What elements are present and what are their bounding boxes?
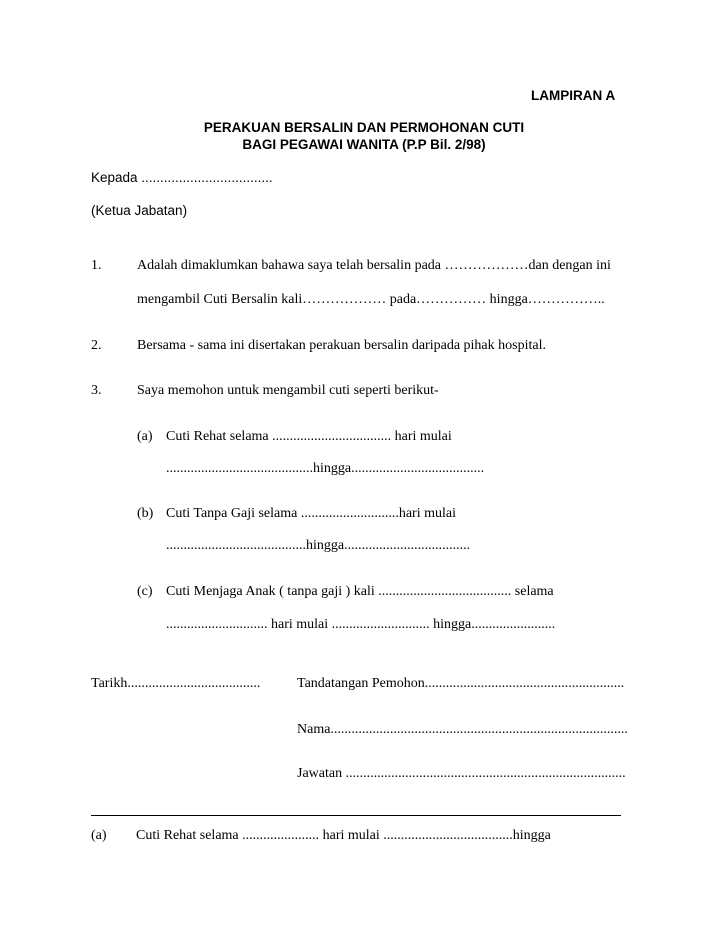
item-1-number: 1. xyxy=(91,258,102,273)
footer-text: Cuti Rehat selama ...................... hari mulai .....................................hingga xyxy=(136,828,551,843)
name-field: Nama..................................................................................... xyxy=(297,722,628,737)
addressee-to: Kepada ................................... xyxy=(91,170,273,185)
subitem-b-line1: Cuti Tanpa Gaji selama ............................hari mulai xyxy=(166,506,456,521)
attachment-label: LAMPIRAN A xyxy=(531,88,616,103)
subitem-c-line2: ............................. hari mulai ............................ hingga........................ xyxy=(166,617,556,632)
item-1-line1: Adalah dimaklumkan bahawa saya telah bersalin pada ………………dan dengan ini xyxy=(137,258,611,273)
subitem-b-line2: ........................................hingga.................................... xyxy=(166,538,471,553)
form-title-line2: BAGI PEGAWAI WANITA (P.P Bil. 2/98) xyxy=(242,137,486,152)
subitem-a-line1: Cuti Rehat selama .................................. hari mulai xyxy=(166,429,452,444)
item-2-line1: Bersama - sama ini disertakan perakuan bersalin daripada pihak hospital. xyxy=(137,338,546,353)
addressee-role: (Ketua Jabatan) xyxy=(91,203,188,218)
subitem-c-label: (c) xyxy=(137,584,153,599)
item-3-number: 3. xyxy=(91,383,102,398)
item-1-line2: mengambil Cuti Bersalin kali……………… pada…………… hingga…………….. xyxy=(137,292,605,307)
form-title-line1: PERAKUAN BERSALIN DAN PERMOHONAN CUTI xyxy=(203,120,525,135)
item-2-number: 2. xyxy=(91,338,102,353)
subitem-a-label: (a) xyxy=(137,429,153,444)
section-divider xyxy=(91,815,621,816)
item-3-line1: Saya memohon untuk mengambil cuti seperti berikut- xyxy=(137,383,439,398)
subitem-a-line2: ..........................................hingga...................................... xyxy=(166,461,485,476)
footer-label: (a) xyxy=(91,828,107,843)
date-field: Tarikh...................................... xyxy=(91,676,261,691)
subitem-b-label: (b) xyxy=(137,506,154,521)
subitem-c-line1: Cuti Menjaga Anak ( tanpa gaji ) kali ...................................... selama xyxy=(166,584,554,599)
position-field: Jawatan ................................................................................ xyxy=(297,766,626,781)
applicant-signature-field: Tandatangan Pemohon......................................................... xyxy=(297,676,625,691)
